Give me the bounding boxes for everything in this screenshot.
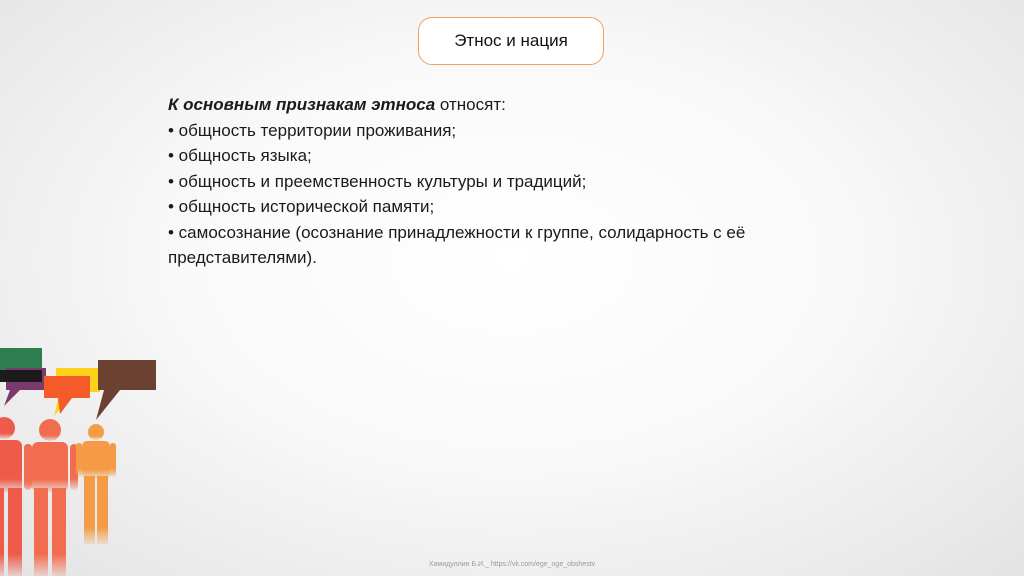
list-item: • общность исторической памяти; — [168, 197, 435, 216]
intro-emphasis: К основным признакам этноса — [168, 95, 436, 114]
list-item: • общность языка; — [168, 146, 312, 165]
speech-bubble-icon — [0, 370, 42, 382]
intro-line — [168, 92, 888, 118]
list-item: • общность территории проживания; — [168, 120, 457, 140]
people-speech-bubbles-icon — [0, 340, 170, 576]
person-icon — [24, 419, 78, 576]
speech-bubble-icon — [96, 360, 156, 420]
intro-rest: относят: — [435, 95, 506, 114]
footer-credit: Хамидуллин Б.И._ https://vk.com/ege_oge_obshestv — [428, 561, 596, 568]
slide-title: Этнос и нация — [454, 31, 568, 50]
speech-bubble-icon — [44, 376, 90, 414]
title-box — [418, 17, 604, 65]
list-item: • самосознание (осознание принадлежности к группе, солидарность с её представителями). — [168, 222, 746, 267]
person-icon — [76, 424, 116, 544]
list-item: • общность и преемственность культуры и традиций; — [168, 171, 587, 191]
content-text — [168, 92, 888, 271]
person-icon — [0, 417, 32, 576]
